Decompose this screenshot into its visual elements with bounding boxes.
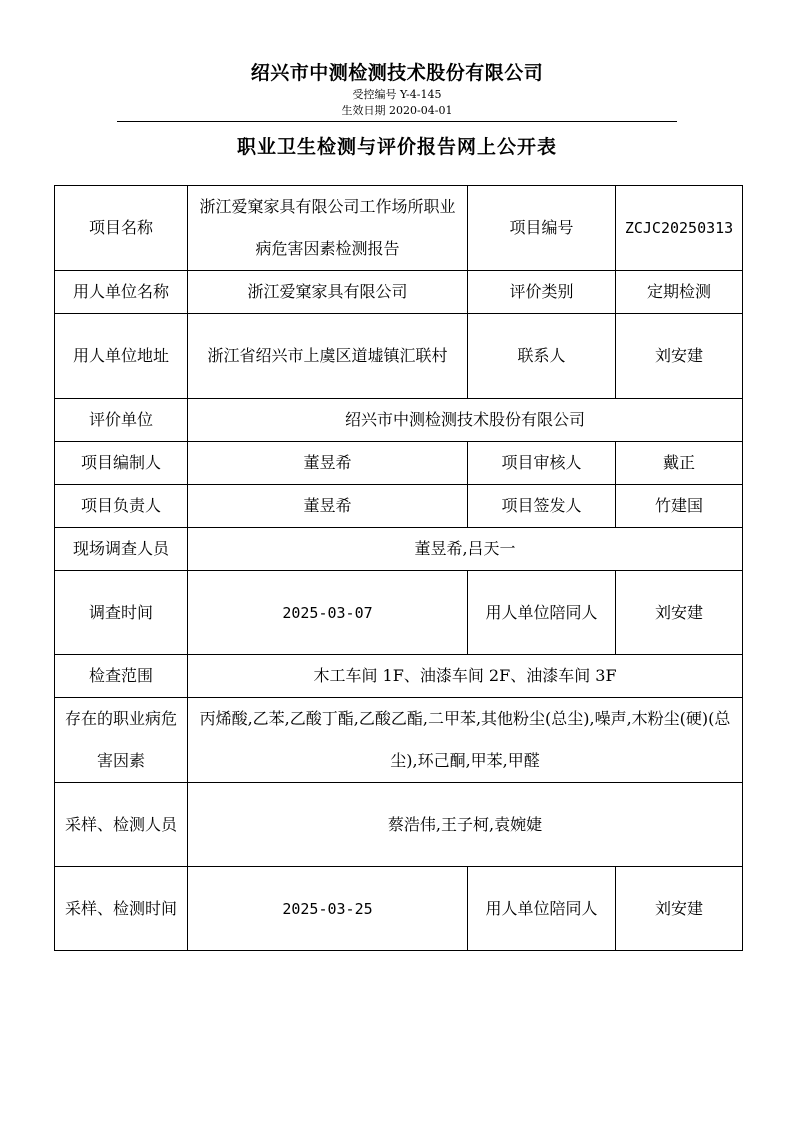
eval-unit-value: 绍兴市中测检测技术股份有限公司 (188, 399, 743, 442)
contact-label: 联系人 (468, 314, 616, 399)
project-no-label: 项目编号 (468, 186, 616, 271)
investigators-value: 董昱希,吕天一 (188, 528, 743, 571)
contact-value: 刘安建 (616, 314, 743, 399)
table-row (55, 485, 743, 528)
scope-label: 检查范围 (55, 655, 188, 698)
survey-time-value: 2025-03-07 (188, 571, 468, 655)
compiler-label: 项目编制人 (55, 442, 188, 485)
sampling-escort-value: 刘安建 (616, 867, 743, 951)
table-row (55, 571, 743, 655)
sampling-escort-label: 用人单位陪同人 (468, 867, 616, 951)
scope-value: 木工车间 1F、油漆车间 2F、油漆车间 3F (188, 655, 743, 698)
project-no-value: ZCJC20250313 (616, 186, 743, 271)
sampling-time-value: 2025-03-25 (188, 867, 468, 951)
survey-escort-value: 刘安建 (616, 571, 743, 655)
employer-label: 用人单位名称 (55, 271, 188, 314)
hazards-label: 存在的职业病危害因素 (55, 698, 188, 783)
table-row (55, 867, 743, 951)
effective-date: 生效日期 2020-04-01 (341, 104, 453, 117)
table-row (55, 528, 743, 571)
table-row (55, 698, 743, 783)
table-row (55, 655, 743, 698)
leader-value: 董昱希 (188, 485, 468, 528)
eval-type-value: 定期检测 (616, 271, 743, 314)
reviewer-label: 项目审核人 (468, 442, 616, 485)
eval-unit-label: 评价单位 (55, 399, 188, 442)
table-row (55, 314, 743, 399)
report-table (54, 185, 743, 951)
form-title: 职业卫生检测与评价报告网上公开表 (236, 136, 557, 158)
eval-type-label: 评价类别 (468, 271, 616, 314)
project-name-value: 浙江爱窠家具有限公司工作场所职业病危害因素检测报告 (188, 186, 468, 271)
investigators-label: 现场调查人员 (55, 528, 188, 571)
table-row (55, 783, 743, 867)
sampling-time-label: 采样、检测时间 (55, 867, 188, 951)
table-row (55, 186, 743, 271)
reviewer-value: 戴正 (616, 442, 743, 485)
compiler-value: 董昱希 (188, 442, 468, 485)
issuer-value: 竹建国 (616, 485, 743, 528)
address-value: 浙江省绍兴市上虞区道墟镇汇联村 (188, 314, 468, 399)
company-name: 绍兴市中测检测技术股份有限公司 (250, 62, 544, 84)
employer-value: 浙江爱窠家具有限公司 (188, 271, 468, 314)
table-row (55, 271, 743, 314)
samplers-value: 蔡浩伟,王子柯,袁婉婕 (188, 783, 743, 867)
project-name-label: 项目名称 (55, 186, 188, 271)
header-divider (117, 121, 677, 122)
issuer-label: 项目签发人 (468, 485, 616, 528)
control-number: 受控编号 Y-4-145 (352, 88, 442, 101)
survey-escort-label: 用人单位陪同人 (468, 571, 616, 655)
hazards-value: 丙烯酸,乙苯,乙酸丁酯,乙酸乙酯,二甲苯,其他粉尘(总尘),噪声,木粉尘(硬)(总尘),环己酮,甲苯,甲醛 (188, 698, 743, 783)
address-label: 用人单位地址 (55, 314, 188, 399)
samplers-label: 采样、检测人员 (55, 783, 188, 867)
table-row (55, 399, 743, 442)
survey-time-label: 调查时间 (55, 571, 188, 655)
leader-label: 项目负责人 (55, 485, 188, 528)
table-row (55, 442, 743, 485)
